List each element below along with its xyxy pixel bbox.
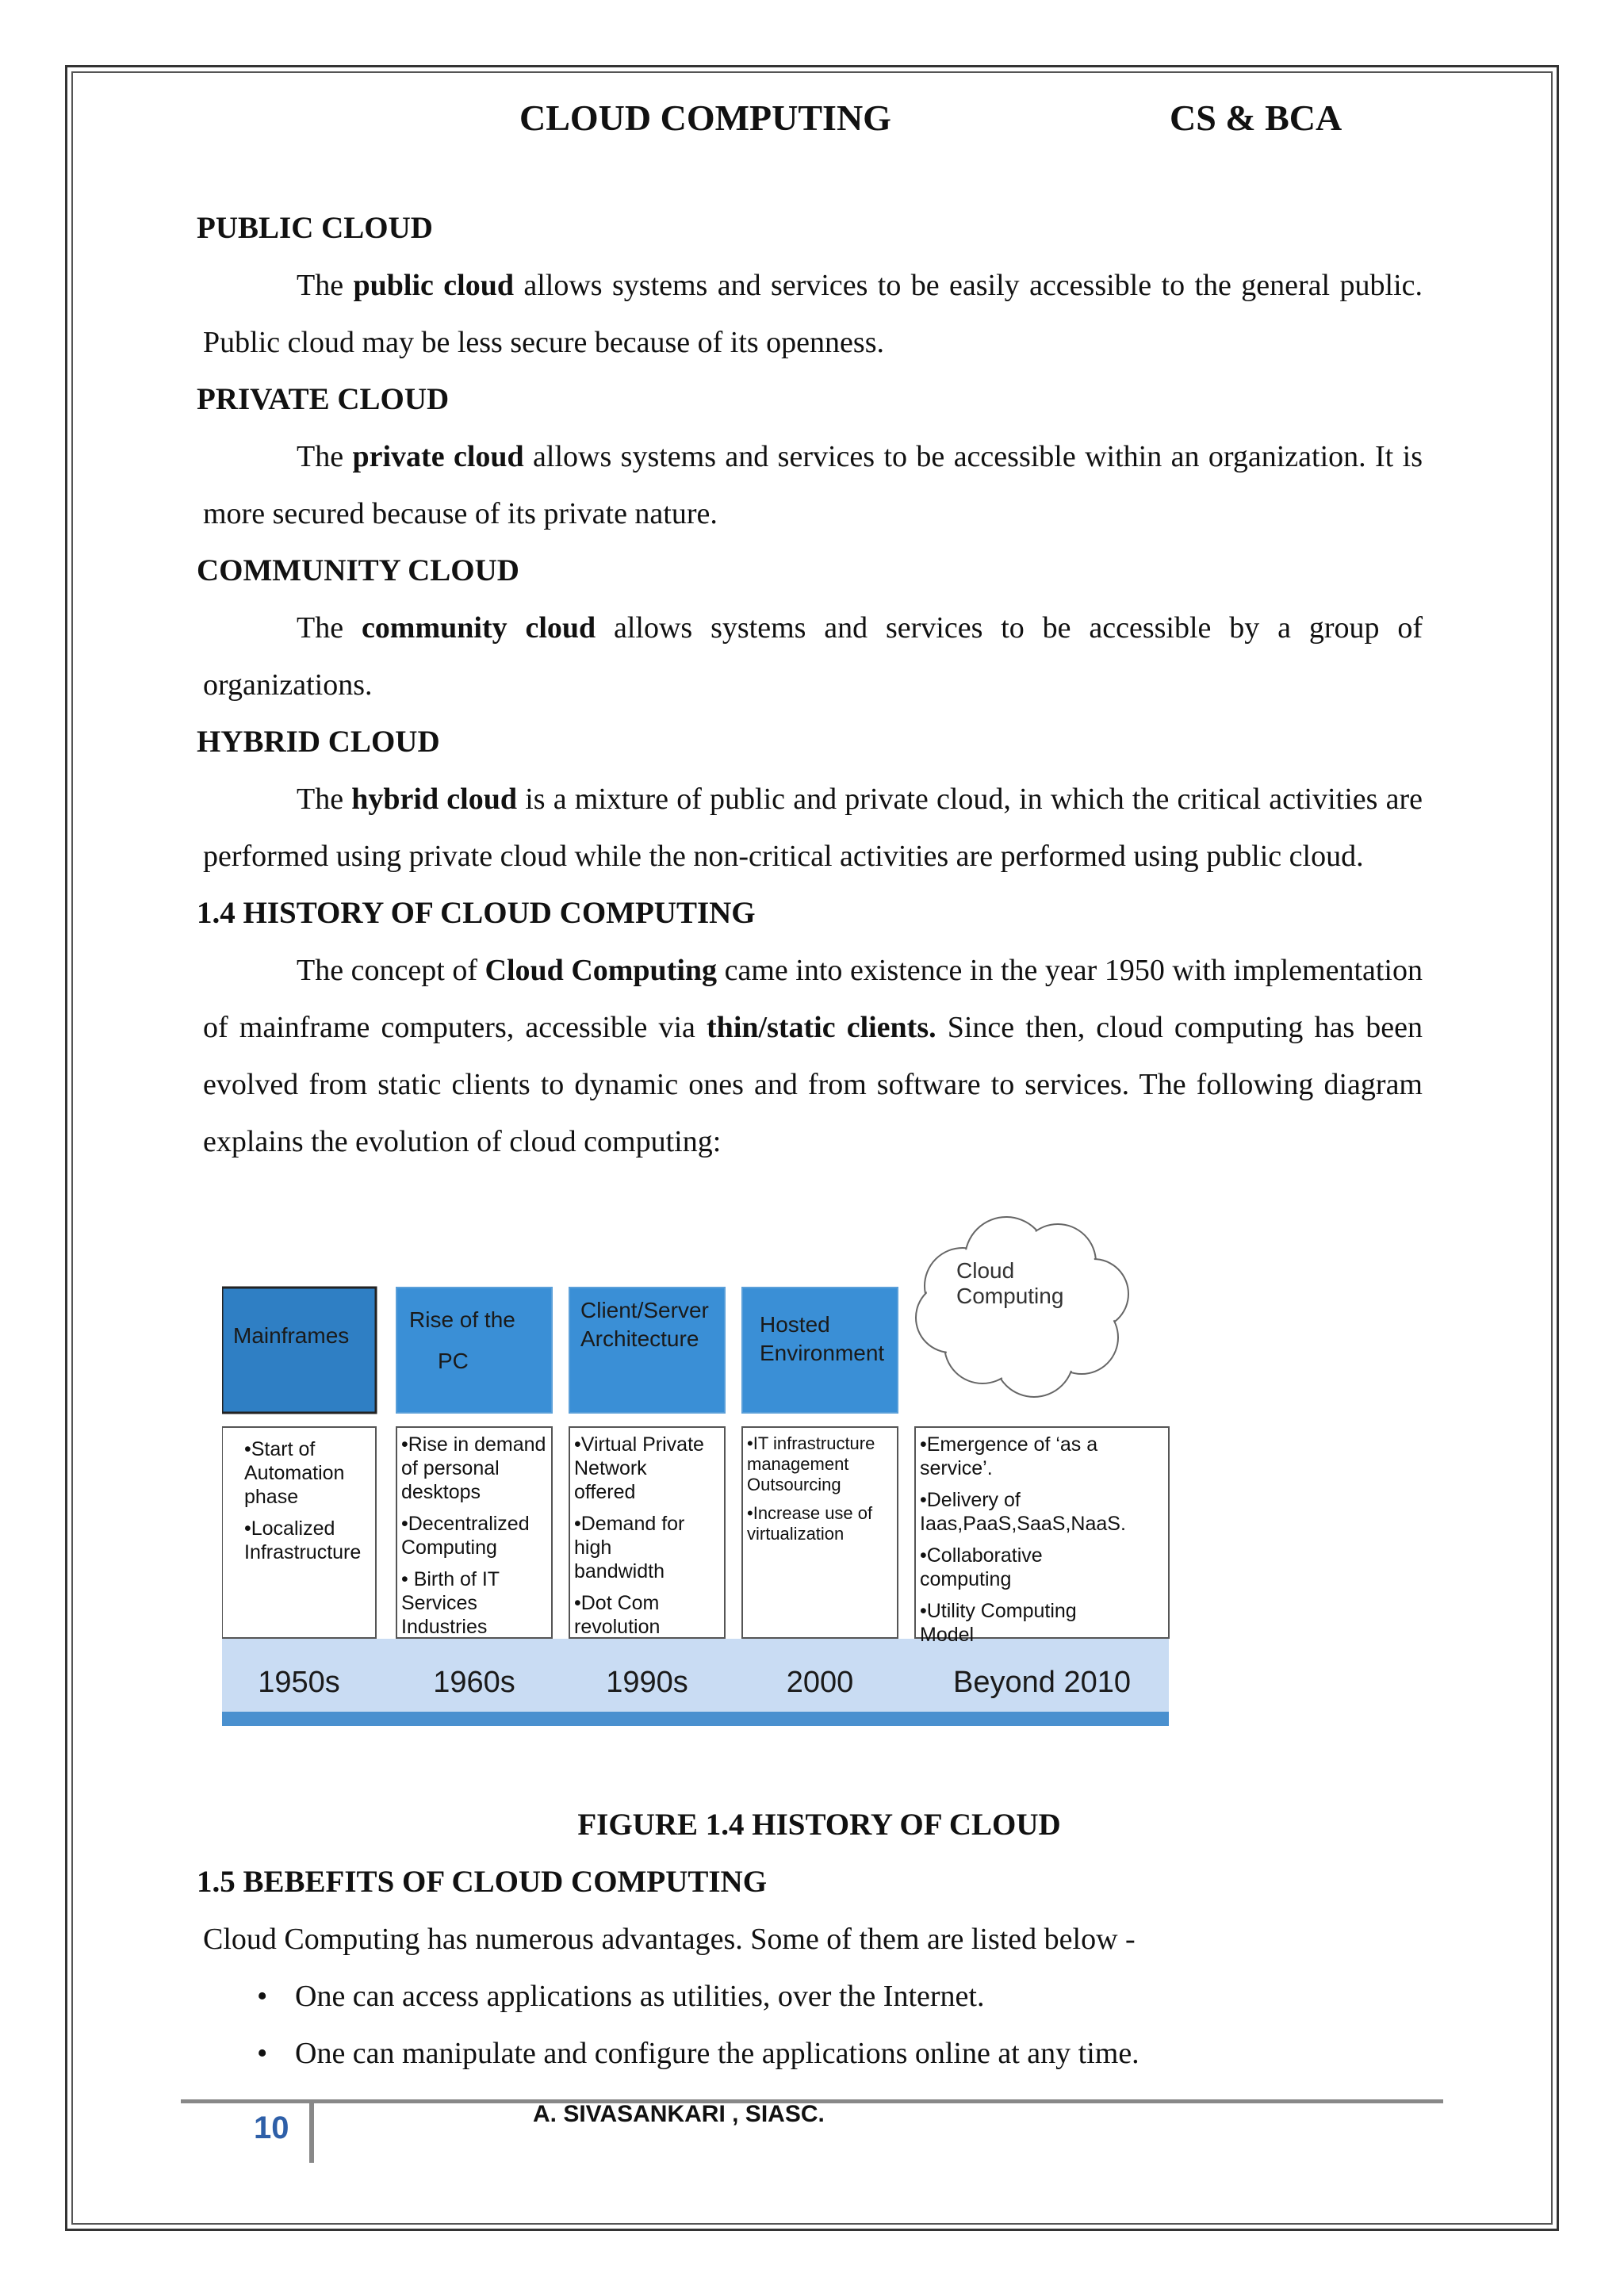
benefits-list [197, 1968, 1423, 2082]
era-item-text: computing [920, 1568, 1012, 1590]
era-item-text: Computing [401, 1536, 497, 1559]
era-item-text: •Virtual Private [574, 1433, 704, 1456]
era-title-box [222, 1288, 376, 1413]
bullet-icon: • [257, 2037, 268, 2070]
header-dept: CS & BCA [1170, 98, 1342, 138]
era-item-text: Iaas,PaaS,SaaS,NaaS. [920, 1513, 1126, 1535]
era-item-text: •Increase use of [747, 1503, 873, 1523]
era-title-text: Hosted [760, 1312, 830, 1337]
era-year-label: 2000 [786, 1666, 854, 1699]
page-header [0, 97, 1624, 144]
era-title-text: Rise of the [409, 1307, 515, 1332]
footer-separator [309, 2103, 314, 2163]
era-item-text: phase [244, 1486, 299, 1508]
era-item-text: high [574, 1536, 612, 1559]
era-item-text: Network [574, 1457, 647, 1479]
era-item-text: •Start of [244, 1438, 316, 1460]
era-item-text: Automation [244, 1462, 345, 1484]
history-paragraph: The concept of Cloud Computing came into existence in the year 1950 with implementation of mainframe computers, accessible via thin/static clients. Since then, cloud computing has been evolved from static clients to dynamic ones and from software to services. The following diagram explains the evolution of cloud computing: [203, 954, 1423, 1158]
era-title-text: Mainframes [233, 1323, 350, 1348]
page-number: 10 [254, 2110, 289, 2145]
public-cloud-paragraph: The public cloud allows systems and services to be easily accessible to the general public. Public cloud may be less secure because of its openness. [203, 269, 1423, 359]
history-figure [197, 1170, 1423, 1797]
era-item-text: bandwidth [574, 1560, 665, 1582]
era-item-text: Services [401, 1592, 477, 1614]
community-cloud-paragraph: The community cloud allows systems and services to be accessible by a group of organizations. [203, 611, 1423, 702]
era-item-text: Infrastructure [244, 1541, 362, 1563]
era-item-text: Outsourcing [747, 1475, 841, 1494]
era-title-text: PC [438, 1349, 469, 1373]
private-cloud-heading: PRIVATE CLOUD [197, 382, 450, 416]
year-band-bottom [222, 1712, 1169, 1726]
era-item-text: •Collaborative [920, 1544, 1043, 1567]
era-title-box [396, 1288, 552, 1413]
header-title: CLOUD COMPUTING [519, 98, 891, 138]
era-item-text: desktops [401, 1481, 481, 1503]
era-item-text: Model [920, 1624, 975, 1646]
bullet-icon: • [257, 1980, 268, 2013]
era-item-text: • Birth of IT [401, 1568, 500, 1590]
history-heading: 1.4 HISTORY OF CLOUD COMPUTING [197, 896, 756, 930]
benefit-item: • One can manipulate and configure the applications online at any time. [203, 2025, 1423, 2082]
era-item-text: •Rise in demand [401, 1433, 546, 1456]
footer-author: A. SIVASANKARI , SIASC. [533, 2101, 825, 2127]
era-item-text: revolution [574, 1616, 661, 1638]
public-cloud-heading: PUBLIC CLOUD [197, 211, 433, 245]
era-year-label: 1950s [258, 1666, 340, 1699]
era-item-text: •Emergence of ‘as a [920, 1433, 1098, 1456]
era-item-text: virtualization [747, 1524, 845, 1544]
era-title-text: Cloud [956, 1258, 1015, 1283]
era-item-text: service’. [920, 1457, 993, 1479]
hybrid-cloud-heading: HYBRID CLOUD [197, 725, 440, 759]
hybrid-cloud-paragraph: The hybrid cloud is a mixture of public and private cloud, in which the critical activities are performed using private cloud while the non-critical activities are performed using public cloud. [203, 783, 1423, 873]
era-item-text: •Delivery of [920, 1489, 1021, 1511]
era-item-text: •Utility Computing [920, 1600, 1077, 1622]
page-content [197, 200, 1423, 2082]
benefits-heading: 1.5 BEBEFITS OF CLOUD COMPUTING [197, 1865, 768, 1899]
era-item-text: offered [574, 1481, 636, 1503]
benefit-item: • One can access applications as utilities, over the Internet. [203, 1968, 1423, 2025]
era-title-text: Client/Server [580, 1298, 709, 1322]
era-item-text: Industries [401, 1616, 488, 1638]
era-year-label: 1960s [433, 1666, 515, 1699]
benefits-intro: Cloud Computing has numerous advantages. Some of them are listed below - [203, 1923, 1136, 1956]
era-item-text: •IT infrastructure [747, 1433, 875, 1453]
era-title-text: Environment [760, 1341, 885, 1365]
era-item-text: management [747, 1454, 849, 1474]
era-title-text: Architecture [580, 1326, 699, 1351]
era-item-text: •Localized [244, 1517, 335, 1540]
cloud-history-diagram [222, 1199, 1221, 1746]
figure-caption: FIGURE 1.4 HISTORY OF CLOUD [577, 1808, 1061, 1842]
era-item-text: of personal [401, 1457, 500, 1479]
community-cloud-heading: COMMUNITY CLOUD [197, 553, 519, 587]
era-item-text: •Decentralized [401, 1513, 530, 1535]
era-title-text: Computing [956, 1284, 1064, 1308]
era-item-text: •Demand for [574, 1513, 685, 1535]
era-year-label: 1990s [606, 1666, 688, 1699]
era-year-label: Beyond 2010 [953, 1666, 1131, 1699]
private-cloud-paragraph: The private cloud allows systems and services to be accessible within an organization. It is more secured because of its private nature. [203, 440, 1423, 530]
era-item-text: •Dot Com [574, 1592, 660, 1614]
